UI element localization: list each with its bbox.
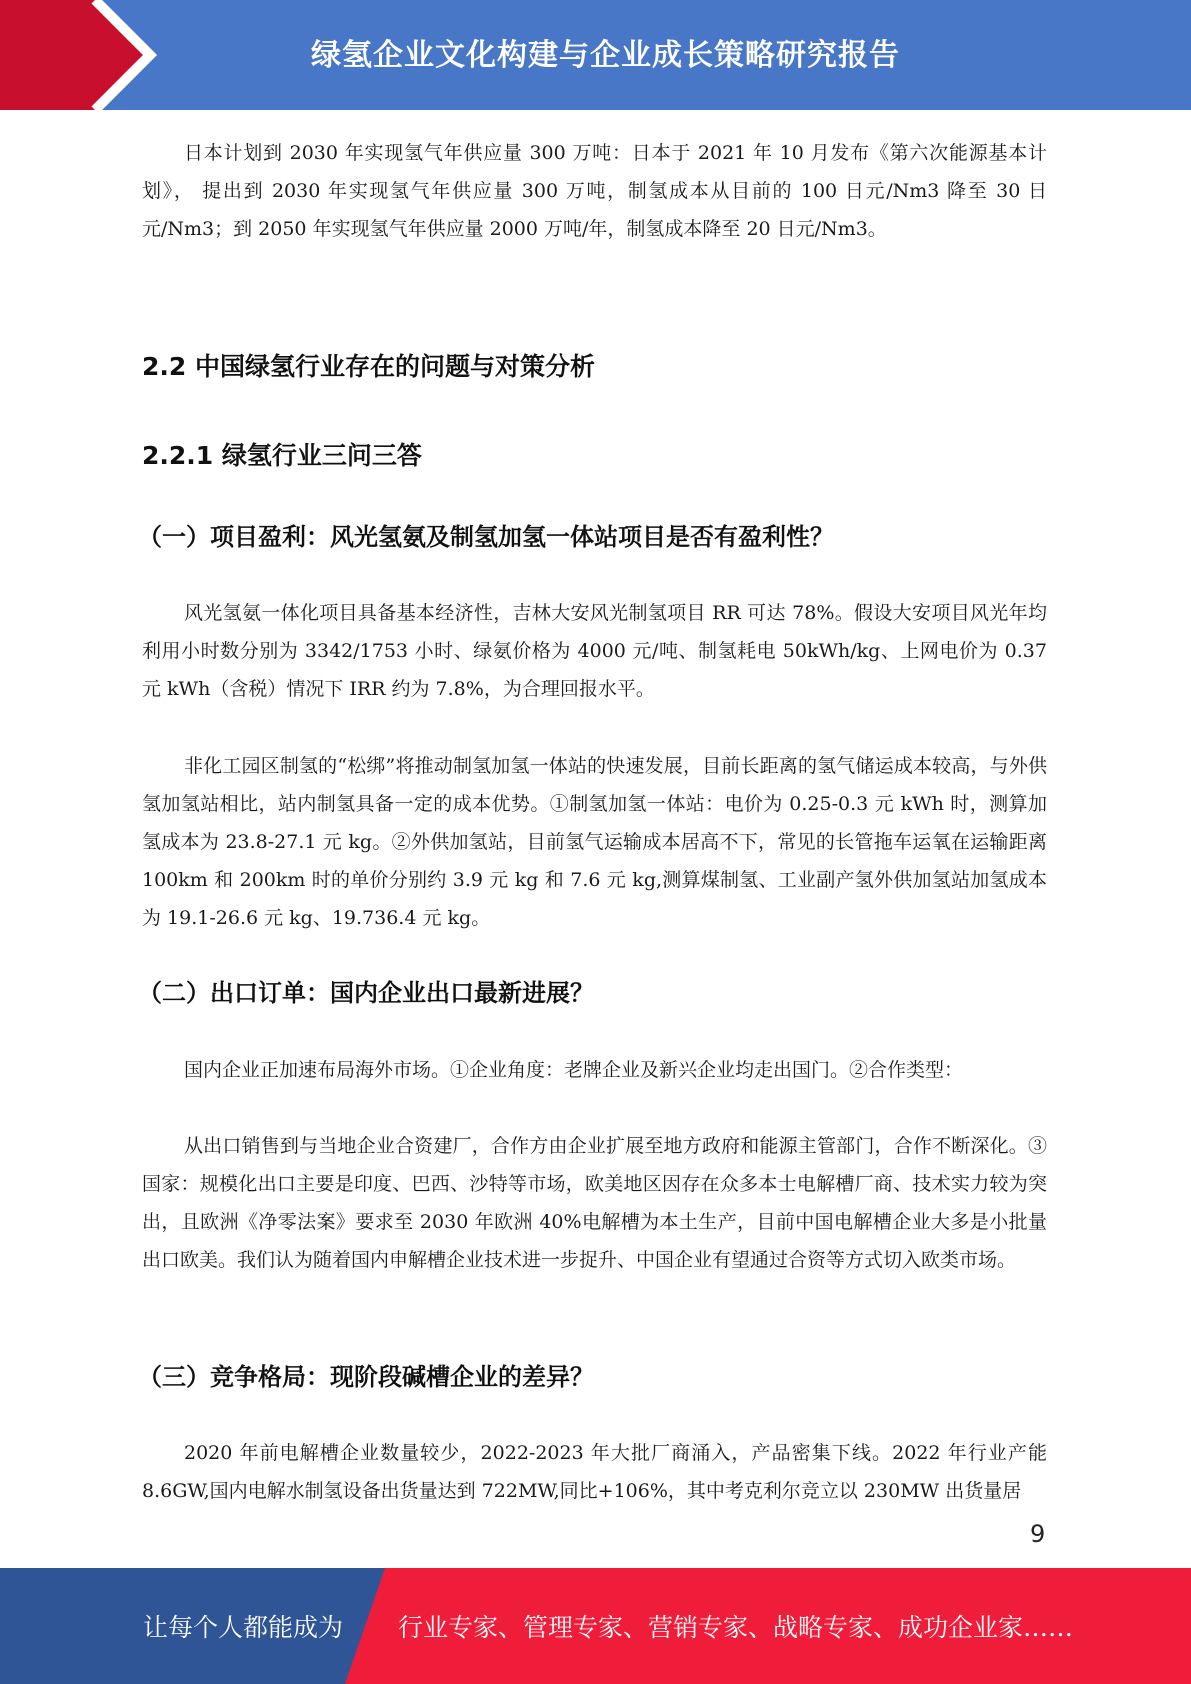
question-3-paragraph-1: 2020 年前电解槽企业数量较少，2022-2023 年大批厂商涌入，产品密集下线。2022 年行业产能 8.6GW,国内电解水制氢设备出货量达到 722MW,同比+106%，其中考克利尔竞立以 230MW 出货量居 [142,1442,1047,1502]
page-number: 9 [1030,1520,1046,1548]
section-heading-2-2: 2.2 中国绿氢行业存在的问题与对策分析 [142,352,595,381]
question-heading-1: （一）项目盈利：风光氢氨及制氢加氢一体站项目是否有盈利性？ [138,523,834,551]
question-2-paragraph-1: 国内企业正加速布局海外市场。①企业角度：老牌企业及新兴企业均走出国门。②合作类型： [184,1059,964,1081]
question-2-paragraph-2: 从出口销售到与当地企业合资建厂，合作方由企业扩展至地方政府和能源主管部门，合作不断深化。③国家：规模化出口主要是印度、巴西、沙特等市场，欧美地区因存在众多本士电解槽厂商、技术实力较为突出，且欧洲《净零法案》要求至 2030 年欧洲 40%电解槽为本土生产，目前中国电解槽企业大多是小批量出口欧美。我们认为随着国内申解槽企业技术进一步捉升、中国企业有望通过合资等方式切入欧类市场。 [142,1135,1047,1271]
question-heading-3: （三）竞争格局：现阶段碱槽企业的差异？ [138,1363,594,1391]
intro-paragraph: 日本计划到 2030 年实现氢气年供应量 300 万吨：日本于 2021 年 10 月发布《第六次能源基本计划》， 提出到 2030 年实现氢气年供应量 300 万吨，制氢成本从目前的 100 日元/Nm3 降至 30 日元/Nm3；到 2050 年实现氢气年供应量 2000 万吨/年，制氢成本降至 20 日元/Nm3。 [142,142,1047,240]
footer-slogan-right: 行业专家、管理专家、营销专家、战略专家、成功企业家…… [398,1613,1074,1642]
page-header [0,0,1191,110]
footer-slogan-left: 让每个人都能成为 [143,1613,344,1642]
question-1-paragraph-1: 风光氢氨一体化项目具备基本经济性，吉林大安风光制氢项目 RR 可达 78%。假设大安项目风光年均利用小时数分别为 3342/1753 小时、绿氨价格为 4000 元/吨、制氢耗电 50kWh/kg、上网电价为 0.37 元 kWh（含税）情况下 IRR 约为 7.8%，为合理回报水平。 [142,602,1047,700]
question-heading-2: （二）出口订单：国内企业出口最新进展？ [138,979,594,1007]
page-footer [0,1568,1191,1684]
question-1-paragraph-2: 非化工园区制氢的“松绑”将推动制氢加氢一体站的快速发展，目前长距离的氢气储运成本较高，与外供氢加氢站相比，站内制氢具备一定的成本优势。①制氢加氢一体站：电价为 0.25-0.3 元 kWh 时，测算加氢成本为 23.8-27.1 元 kg。②外供加氢站，目前氢气运输成本居高不下，常见的长管拖车运氧在运输距离 100km 和 200km 时的单价分别约 3.9 元 kg 和 7.6 元 kg,测算煤制氢、工业副产氢外供加氢站加氢成本为 19.1-26.6 元 kg、19.736.4 元 kg。 [142,755,1047,929]
section-heading-2-2-1: 2.2.1 绿氢行业三问三答 [142,441,422,470]
report-title: 绿氢企业文化构建与企业成长策略研究报告 [311,38,900,73]
